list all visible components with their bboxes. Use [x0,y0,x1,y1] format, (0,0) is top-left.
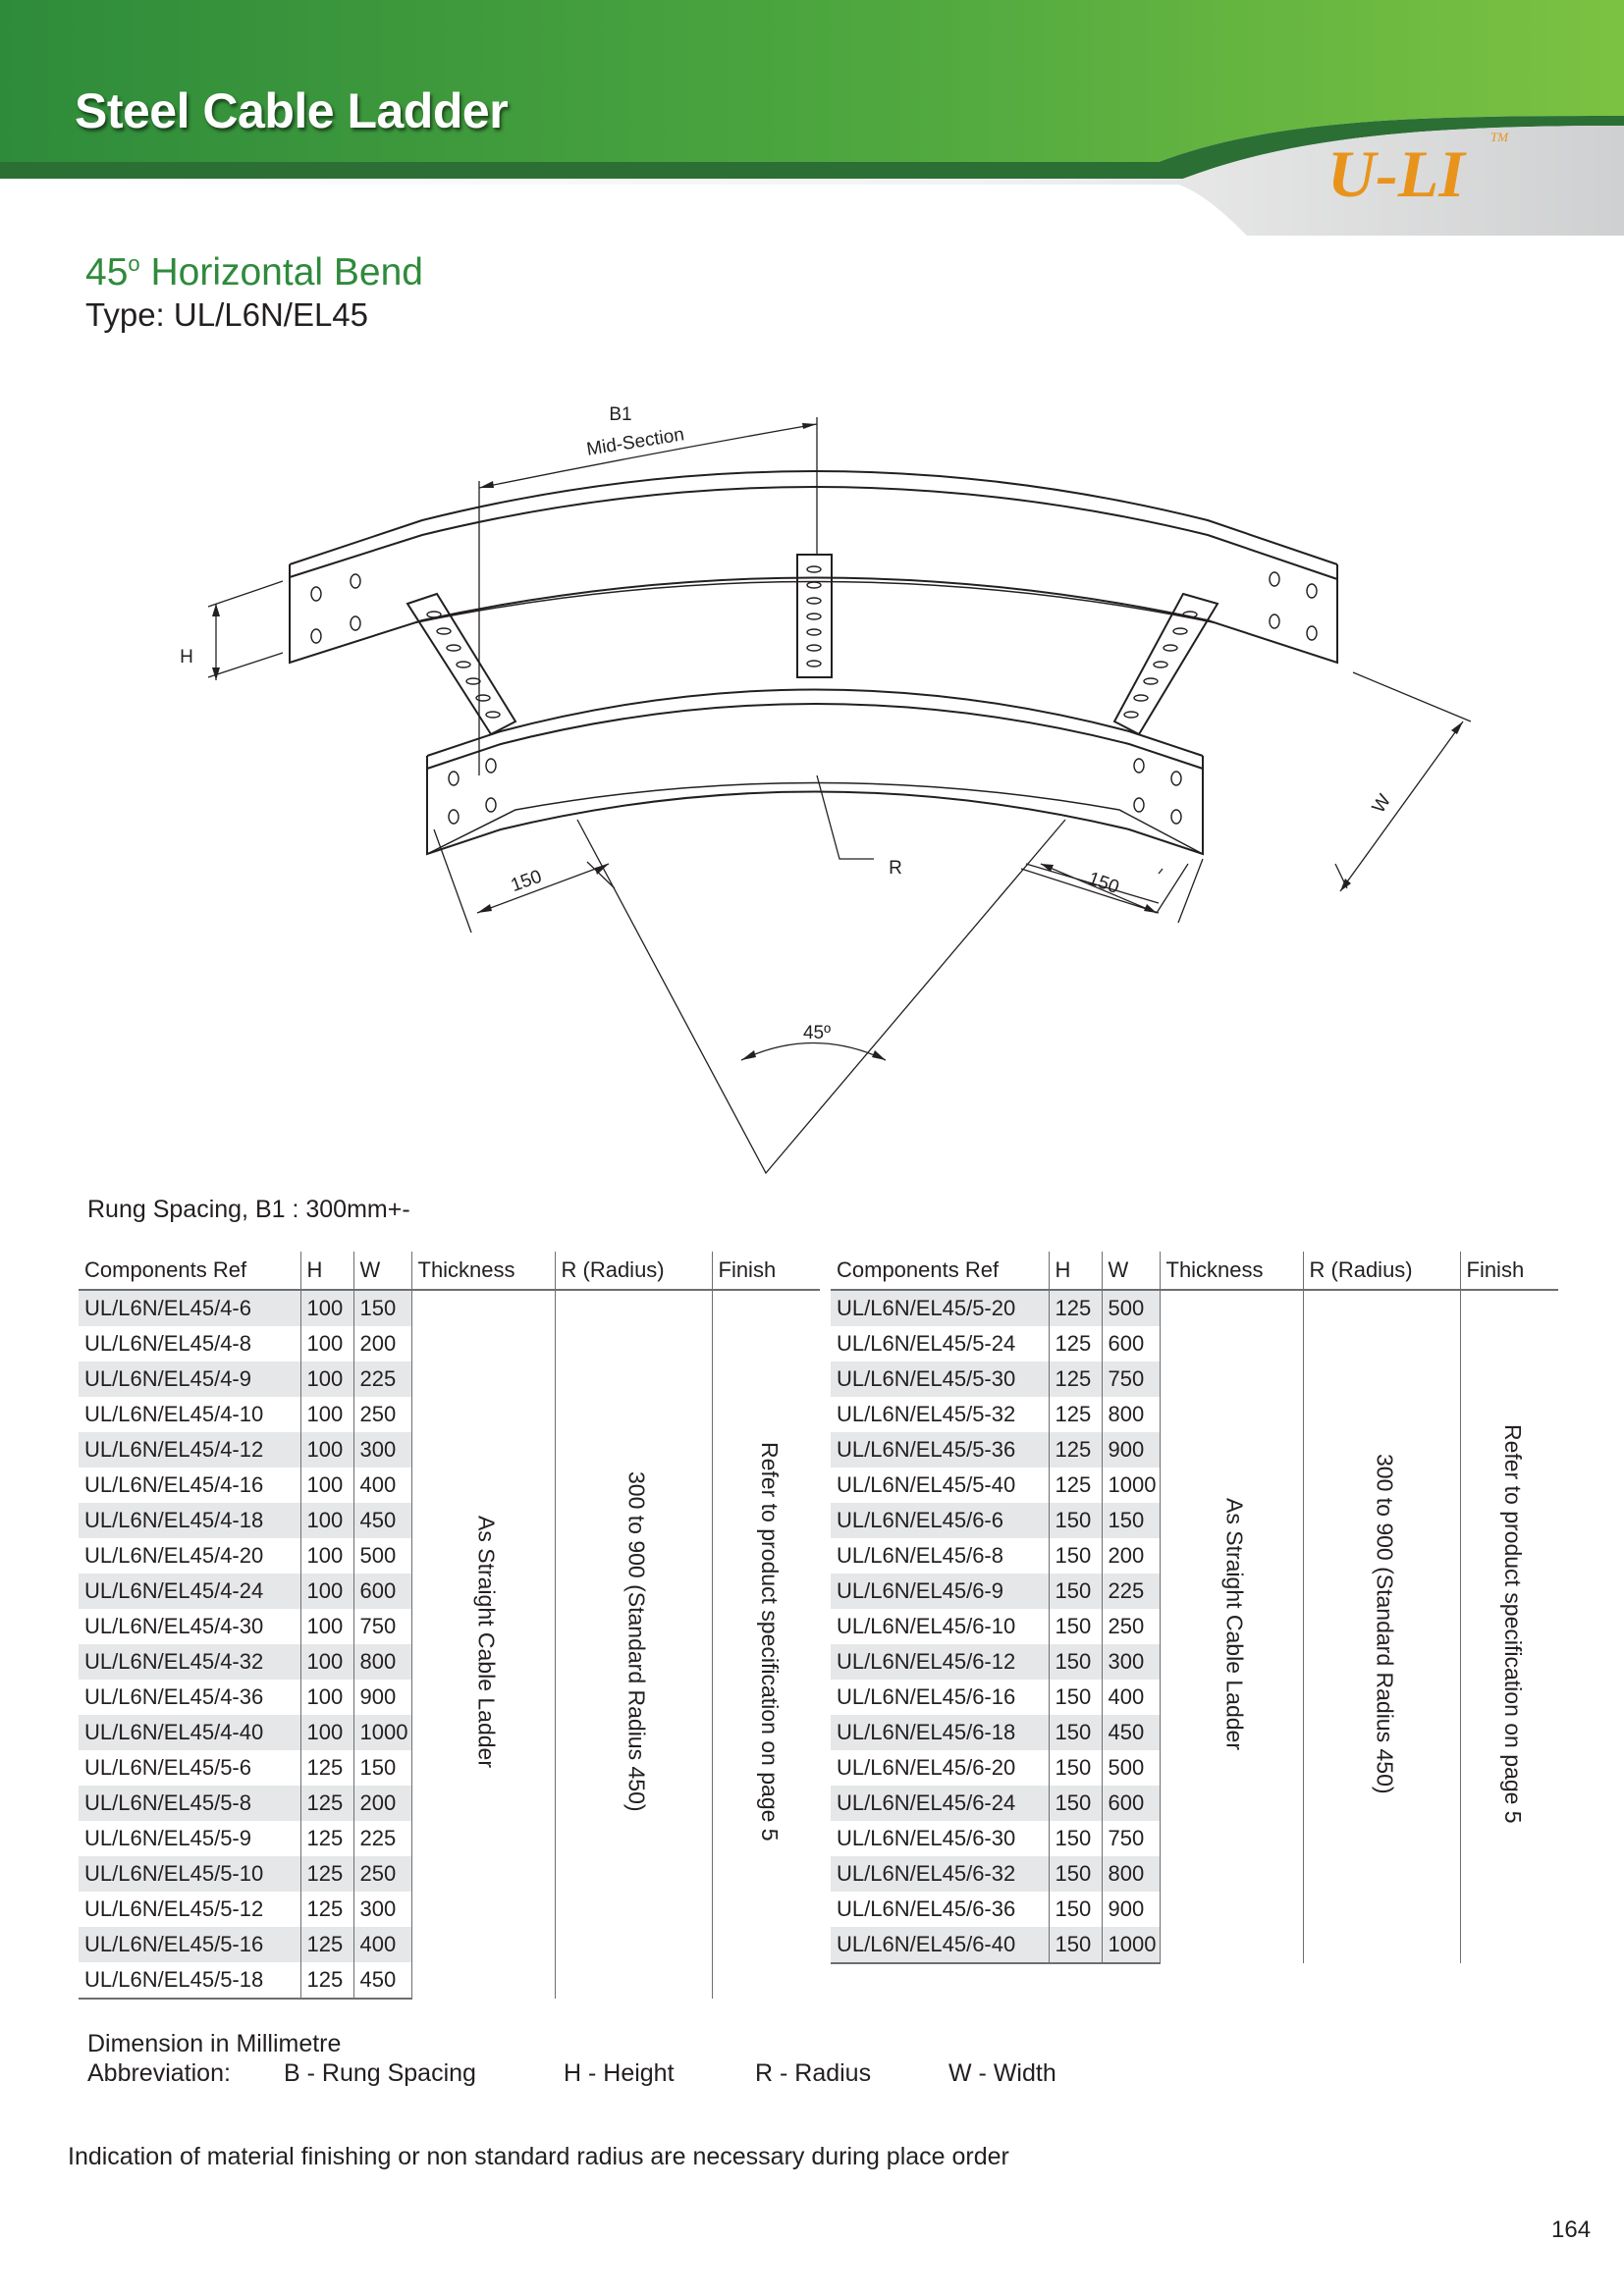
inner-rail-top [427,690,1203,757]
width-cell: 750 [353,1609,411,1644]
header-w: W [1102,1252,1160,1290]
header-finish: Finish [1460,1252,1558,1290]
width-cell: 750 [1102,1821,1160,1856]
component-ref-cell: UL/L6N/EL45/6-9 [831,1574,1049,1609]
header-thickness: Thickness [1160,1252,1303,1290]
b1-label: B1 [609,404,632,425]
component-ref-cell: UL/L6N/EL45/5-18 [79,1962,300,1999]
height-cell: 150 [1049,1574,1102,1609]
thickness-cell-text: As Straight Cable Ladder [473,1516,500,1768]
height-cell: 150 [1049,1609,1102,1644]
order-note: Indication of material finishing or non standard radius are necessary during place order [68,2143,1009,2170]
component-ref-cell: UL/L6N/EL45/6-10 [837,1614,1016,1638]
height-cell: 100 [300,1609,353,1644]
width-cell: 225 [353,1821,411,1856]
table-header-row [79,1252,820,1290]
width-cell: 1000 [1102,1468,1160,1503]
height-cell: 100 [300,1680,353,1715]
component-ref-cell: UL/L6N/EL45/4-9 [79,1362,300,1397]
component-ref-cell: UL/L6N/EL45/5-24 [837,1331,1016,1356]
width-cell: 250 [1102,1609,1160,1644]
component-ref-cell: UL/L6N/EL45/6-36 [837,1896,1016,1921]
width-cell: 450 [353,1962,411,1999]
component-ref-cell: UL/L6N/EL45/6-20 [837,1755,1016,1780]
width-cell: 225 [353,1362,411,1397]
component-ref-cell: UL/L6N/EL45/5-30 [831,1362,1049,1397]
component-ref-cell: UL/L6N/EL45/5-16 [79,1927,300,1962]
header-h: H [300,1252,353,1290]
height-cell: 100 [300,1574,353,1609]
height-cell: 125 [300,1856,353,1892]
banner-title: Steel Cable Ladder [75,83,509,138]
height-cell: 100 [300,1326,353,1362]
width-cell: 225 [1102,1574,1160,1609]
table-row [79,1290,820,1326]
component-ref-cell: UL/L6N/EL45/4-16 [84,1472,264,1497]
component-ref-cell: UL/L6N/EL45/4-10 [84,1402,264,1426]
component-ref-cell: UL/L6N/EL45/4-20 [84,1543,264,1568]
component-ref-cell: UL/L6N/EL45/6-18 [831,1715,1049,1750]
height-cell: 125 [1049,1362,1102,1397]
outer-rail-top [290,471,1337,564]
width-cell: 1000 [353,1715,411,1750]
component-ref-cell: UL/L6N/EL45/4-30 [84,1614,264,1638]
component-ref-cell: UL/L6N/EL45/6-16 [837,1684,1016,1709]
component-ref-cell: UL/L6N/EL45/4-18 [79,1503,300,1538]
width-cell: 500 [1102,1750,1160,1786]
width-cell: 150 [1102,1503,1160,1538]
height-cell: 100 [300,1468,353,1503]
height-cell: 150 [1049,1503,1102,1538]
abbreviation-label: Abbreviation: [87,2059,231,2087]
header-thickness: Thickness [411,1252,555,1290]
width-cell: 800 [1102,1856,1160,1892]
component-ref-cell: UL/L6N/EL45/5-36 [831,1432,1049,1468]
component-ref-cell: UL/L6N/EL45/4-40 [79,1715,300,1750]
abbr-width: W - Width [948,2059,1056,2087]
mid-section-label: Mid-Section [584,424,686,460]
w-label: W [1368,790,1396,818]
dimension-lines [208,417,1471,1173]
component-ref-cell: UL/L6N/EL45/4-6 [79,1290,300,1326]
component-ref-cell: UL/L6N/EL45/5-40 [837,1472,1016,1497]
spec-table-right [831,1252,1558,1964]
table-header-row [831,1252,1558,1290]
width-cell: 200 [353,1786,411,1821]
brand-logo: U-LI [1327,136,1465,211]
thickness-cell [1160,1290,1303,1963]
finish-cell-text: Refer to product specification on page 5 [1499,1424,1526,1824]
table-body-left [79,1290,820,1999]
width-cell: 400 [1102,1680,1160,1715]
height-cell: 100 [300,1538,353,1574]
height-cell: 100 [300,1397,353,1432]
height-cell: 125 [300,1821,353,1856]
width-cell: 800 [1102,1397,1160,1432]
rung-middle [797,555,832,677]
height-cell: 100 [300,1432,353,1468]
component-ref-cell: UL/L6N/EL45/6-30 [837,1826,1016,1850]
width-cell: 150 [353,1750,411,1786]
width-cell: 300 [1102,1644,1160,1680]
height-cell: 150 [1049,1680,1102,1715]
angle-label: 45º [802,1023,832,1043]
height-cell: 125 [300,1892,353,1927]
component-ref-cell: UL/L6N/EL45/4-8 [84,1331,251,1356]
width-cell: 600 [1102,1786,1160,1821]
component-ref-cell: UL/L6N/EL45/6-8 [837,1543,1003,1568]
header-h: H [1049,1252,1102,1290]
height-cell: 150 [1049,1821,1102,1856]
header-radius: R (Radius) [555,1252,712,1290]
finish-cell [1460,1290,1558,1963]
width-cell: 800 [353,1644,411,1680]
r-label: R [889,858,902,879]
spec-table-left [79,1252,820,2000]
h-label: H [180,647,193,667]
height-cell: 100 [300,1715,353,1750]
finish-cell-text: Refer to product specification on page 5 [756,1442,783,1842]
width-cell: 150 [353,1290,411,1326]
thickness-cell [411,1290,555,1999]
table-body-right [831,1290,1558,1963]
finish-cell [712,1290,820,1999]
page-number: 164 [1551,2216,1592,2243]
width-cell: 400 [353,1927,411,1962]
width-cell: 250 [353,1397,411,1432]
width-cell: 900 [1102,1432,1160,1468]
rail-holes [311,572,1317,824]
height-cell: 150 [1049,1927,1102,1963]
radius-cell [555,1290,712,1999]
header-components-ref: Components Ref [831,1252,1049,1290]
height-cell: 100 [300,1362,353,1397]
component-ref-cell: UL/L6N/EL45/6-32 [831,1856,1049,1892]
radius-cell-text: 300 to 900 (Standard Radius 450) [623,1471,650,1812]
width-cell: 400 [353,1468,411,1503]
height-cell: 100 [300,1290,353,1326]
component-ref-cell: UL/L6N/EL45/6-6 [831,1503,1049,1538]
width-cell: 250 [353,1856,411,1892]
width-cell: 200 [1102,1538,1160,1574]
table-row [831,1290,1558,1326]
component-ref-cell: UL/L6N/EL45/5-20 [831,1290,1049,1326]
abbr-radius: R - Radius [755,2059,872,2087]
height-cell: 150 [1049,1750,1102,1786]
radius-cell [1303,1290,1460,1963]
rung-right [1114,594,1218,734]
degree-sign: o [128,251,140,276]
inner-rail-lip [427,704,1203,769]
section-title-text: Horizontal Bend [139,251,423,294]
width-cell: 450 [1102,1715,1160,1750]
height-cell: 150 [1049,1786,1102,1821]
height-cell: 150 [1049,1538,1102,1574]
abbr-height: H - Height [564,2059,675,2087]
height-cell: 125 [1049,1290,1102,1326]
width-cell: 450 [353,1503,411,1538]
width-cell: 1000 [1102,1927,1160,1963]
height-cell: 150 [1049,1856,1102,1892]
width-cell: 500 [353,1538,411,1574]
width-cell: 200 [353,1326,411,1362]
component-ref-cell: UL/L6N/EL45/5-32 [837,1402,1016,1426]
width-cell: 750 [1102,1362,1160,1397]
height-cell: 125 [300,1750,353,1786]
height-cell: 125 [1049,1468,1102,1503]
height-cell: 100 [300,1503,353,1538]
component-ref-cell: UL/L6N/EL45/4-12 [79,1432,300,1468]
height-cell: 150 [1049,1715,1102,1750]
height-cell: 125 [300,1786,353,1821]
width-cell: 600 [353,1574,411,1609]
height-cell: 125 [1049,1432,1102,1468]
component-ref-cell: UL/L6N/EL45/5-8 [79,1786,300,1821]
component-ref-cell: UL/L6N/EL45/4-32 [79,1644,300,1680]
width-cell: 500 [1102,1290,1160,1326]
header-banner [0,0,1624,236]
height-cell: 125 [1049,1397,1102,1432]
dimension-arrows [212,423,1463,1060]
section-title-angle: 45 [85,251,129,294]
header-components-ref: Components Ref [79,1252,300,1290]
type-line: Type: UL/L6N/EL45 [85,296,369,333]
right-150-label: 150 [1085,868,1122,899]
width-cell: 900 [353,1680,411,1715]
height-cell: 125 [300,1962,353,1999]
section-title [85,251,423,294]
height-cell: 125 [300,1927,353,1962]
component-ref-cell: UL/L6N/EL45/6-12 [831,1644,1049,1680]
dimension-note: Dimension in Millimetre [87,2030,342,2057]
width-cell: 600 [1102,1326,1160,1362]
rung-spacing-note: Rung Spacing, B1 : 300mm+- [87,1196,410,1223]
radius-cell-text: 300 to 900 (Standard Radius 450) [1372,1454,1398,1794]
component-ref-cell: UL/L6N/EL45/6-40 [831,1927,1049,1963]
component-ref-cell: UL/L6N/EL45/5-6 [84,1755,251,1780]
left-150-label: 150 [508,866,545,897]
height-cell: 150 [1049,1644,1102,1680]
width-cell: 300 [353,1892,411,1927]
abbr-rung-spacing: B - Rung Spacing [284,2059,476,2087]
header-radius: R (Radius) [1303,1252,1460,1290]
width-cell: 300 [353,1432,411,1468]
thickness-cell-text: As Straight Cable Ladder [1221,1498,1248,1750]
rung-slots [427,566,1197,718]
width-cell: 900 [1102,1892,1160,1927]
component-ref-cell: UL/L6N/EL45/4-24 [79,1574,300,1609]
height-cell: 100 [300,1644,353,1680]
bend-drawing [157,383,1492,1188]
component-ref-cell: UL/L6N/EL45/5-9 [84,1826,251,1850]
header-w: W [353,1252,411,1290]
height-cell: 150 [1049,1892,1102,1927]
header-finish: Finish [712,1252,820,1290]
component-ref-cell: UL/L6N/EL45/6-24 [831,1786,1049,1821]
outer-rail-lip [290,487,1337,579]
height-cell: 125 [1049,1326,1102,1362]
component-ref-cell: UL/L6N/EL45/5-10 [79,1856,300,1892]
inner-rail-bottom [427,783,1203,855]
component-ref-cell: UL/L6N/EL45/5-12 [84,1896,264,1921]
component-ref-cell: UL/L6N/EL45/4-36 [84,1684,264,1709]
trademark-mark: TM [1490,130,1509,144]
